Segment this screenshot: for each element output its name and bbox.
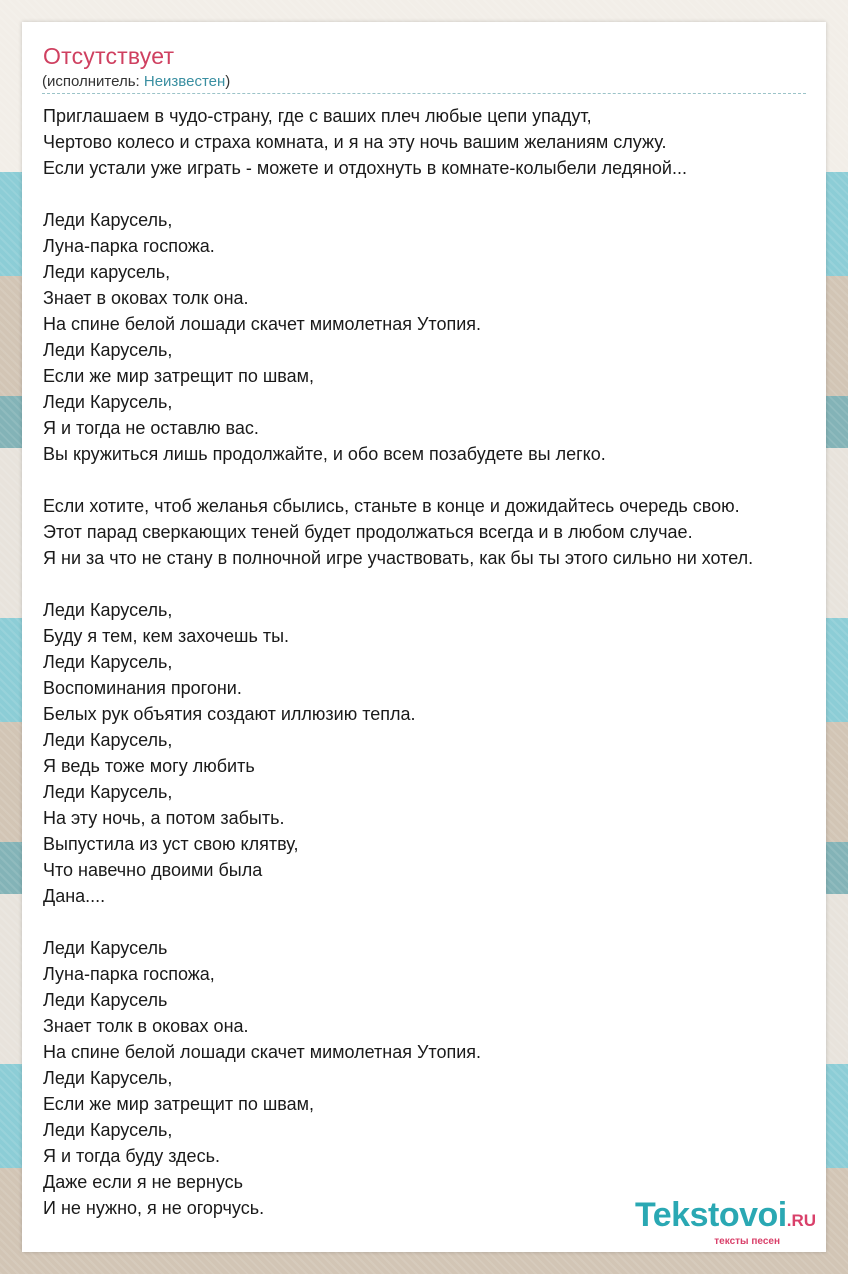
lyric-line: Что навечно двоими была	[43, 860, 263, 880]
artist-suffix: )	[225, 73, 231, 90]
lyric-line: Этот парад сверкающих теней будет продолжаться всегда и в любом случае.	[43, 522, 693, 542]
artist-prefix: (исполнитель:	[42, 73, 144, 90]
lyric-line: Я и тогда не оставлю вас.	[43, 418, 259, 438]
artist-line	[42, 73, 806, 94]
lyric-line: Я и тогда буду здесь.	[43, 1146, 220, 1166]
lyric-line: Леди Карусель,	[43, 600, 173, 620]
lyric-line: Леди Карусель,	[43, 782, 173, 802]
lyric-line: Если устали уже играть - можете и отдохнуть в комнате-колыбели ледяной...	[43, 158, 687, 178]
artist-link[interactable]: Неизвестен	[143, 73, 226, 90]
lyric-line: На спине белой лошади скачет мимолетная Утопия.	[43, 314, 482, 334]
stanza-gap	[43, 571, 753, 597]
logo-wordmark	[635, 1198, 816, 1238]
lyric-line: Леди Карусель,	[43, 730, 173, 750]
lyric-line: Дана....	[43, 886, 106, 906]
lyric-line: Леди Карусель,	[43, 340, 173, 360]
lyric-line: Чертово колесо и страха комната, и я на эту ночь вашим желаниям служу.	[43, 132, 667, 152]
lyric-line: Леди Карусель,	[43, 392, 173, 412]
lyric-line: Если хотите, чтоб желанья сбылись, станьте в конце и дожидайтесь очередь свою.	[43, 496, 740, 516]
lyric-line: Буду я тем, кем захочешь ты.	[43, 626, 290, 646]
lyric-line: Леди Карусель,	[43, 1120, 173, 1140]
lyric-line: Выпустила из уст свою клятву,	[43, 834, 299, 854]
lyric-line: Воспоминания прогони.	[43, 678, 242, 698]
lyric-line: На спине белой лошади скачет мимолетная Утопия.	[43, 1042, 482, 1062]
lyric-line: Белых рук объятия создают иллюзию тепла.	[43, 704, 416, 724]
song-title: Отсутствует	[43, 43, 175, 69]
lyrics-text	[43, 103, 753, 1221]
lyric-line: Леди Карусель,	[43, 210, 173, 230]
lyric-line: Луна-парка госпожа.	[43, 236, 215, 256]
site-logo[interactable]	[635, 1198, 816, 1247]
stanza-gap	[43, 909, 753, 935]
lyric-line: Я ведь тоже могу любить	[43, 756, 255, 776]
lyric-line: Леди Карусель,	[43, 1068, 173, 1088]
lyric-line: Луна-парка госпожа,	[43, 964, 215, 984]
lyric-line: Леди Карусель	[43, 990, 168, 1010]
lyric-line: Приглашаем в чудо-страну, где с ваших плеч любые цепи упадут,	[43, 106, 592, 126]
lyric-line: Знает в оковах толк она.	[43, 288, 249, 308]
lyric-line: Леди карусель,	[43, 262, 171, 282]
logo-tagline: тексты песен	[714, 1236, 780, 1247]
lyric-line: Я ни за что не стану в полночной игре участвовать, как бы ты этого сильно ни хотел.	[43, 548, 754, 568]
lyric-line: Даже если я не вернусь	[43, 1172, 244, 1192]
stanza-gap	[43, 181, 753, 207]
lyric-line: Если же мир затрещит по швам,	[43, 1094, 315, 1114]
lyric-line: Знает толк в оковах она.	[43, 1016, 249, 1036]
lyric-line: И не нужно, я не огорчусь.	[43, 1198, 265, 1218]
lyric-line: Вы кружиться лишь продолжайте, и обо всем позабудете вы легко.	[43, 444, 606, 464]
lyric-line: Леди Карусель	[43, 938, 168, 958]
logo-tld: .RU	[786, 1211, 816, 1230]
stanza-gap	[43, 467, 753, 493]
logo-name: Tekstovoi	[635, 1196, 787, 1234]
lyric-line: На эту ночь, а потом забыть.	[43, 808, 285, 828]
lyric-line: Леди Карусель,	[43, 652, 173, 672]
lyric-line: Если же мир затрещит по швам,	[43, 366, 315, 386]
lyrics-card	[22, 22, 826, 1252]
